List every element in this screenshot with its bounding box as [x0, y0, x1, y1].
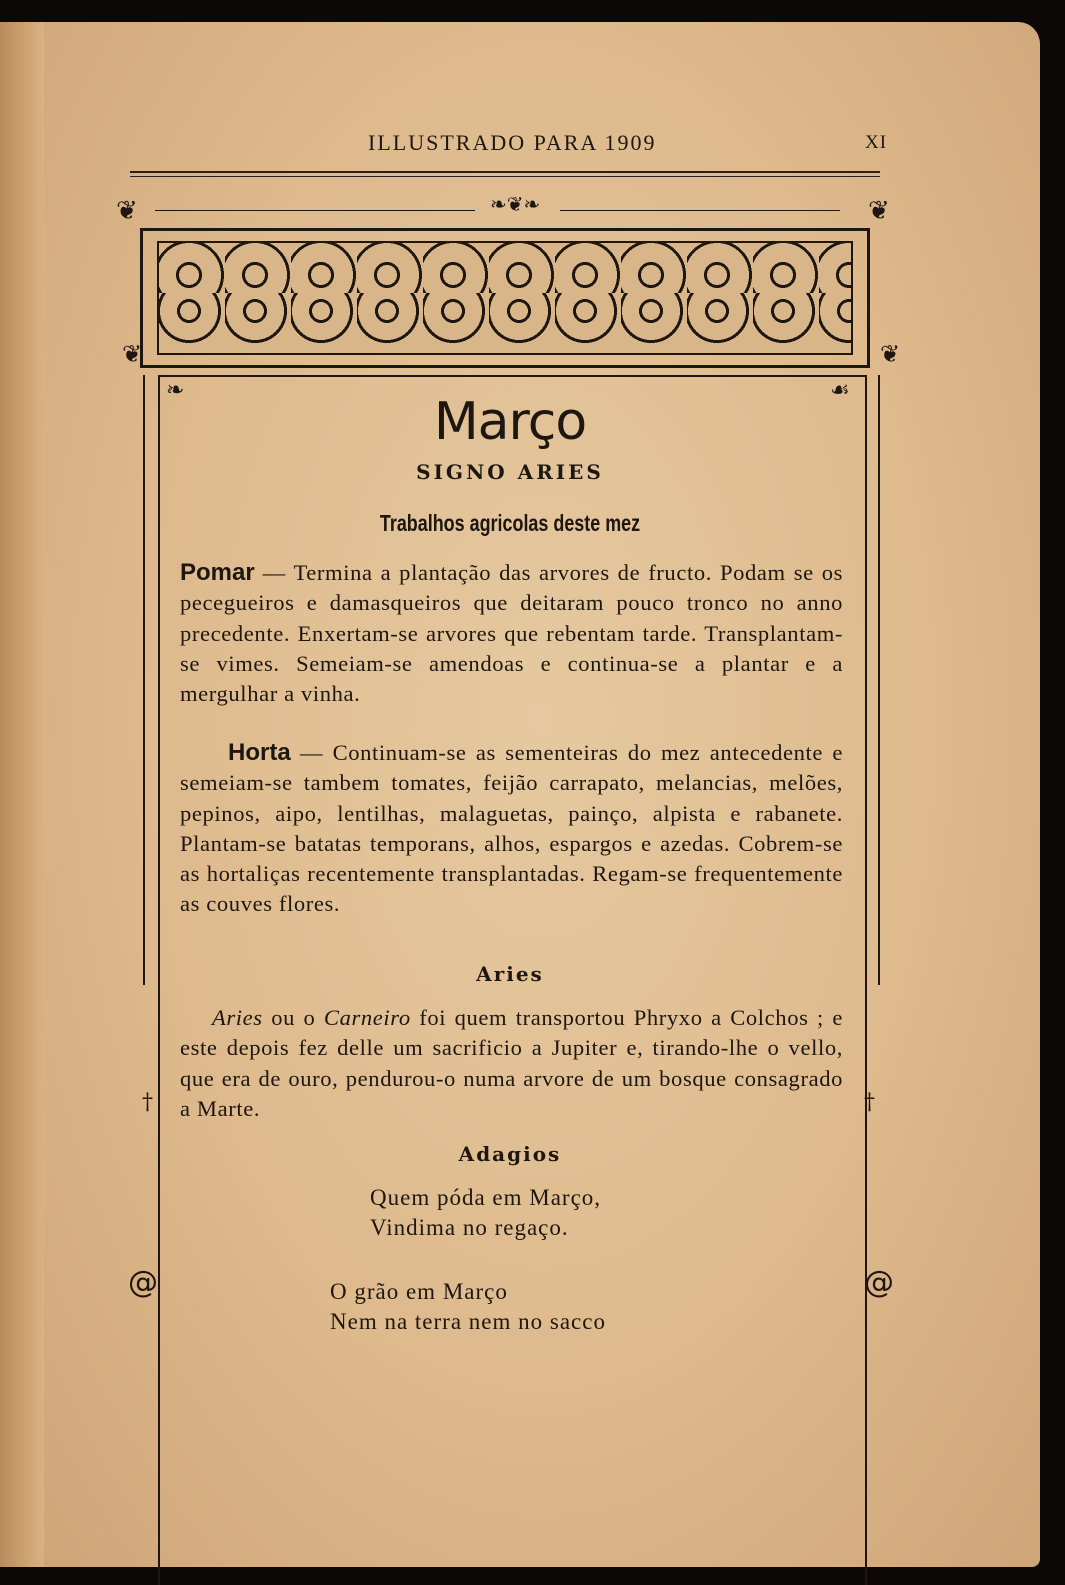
month-title: Março — [433, 392, 587, 452]
ornament-rule — [155, 210, 475, 211]
aries-mid: ou o — [262, 1005, 324, 1030]
verse-line: Quem póda em Março, — [370, 1185, 602, 1210]
spiral-ornament-icon: @ — [864, 1265, 894, 1300]
ornament-rule — [560, 210, 840, 211]
ornament-corner-icon: ❦ — [868, 196, 890, 226]
scroll-pattern — [157, 241, 853, 355]
adagios-heading: Adagios — [458, 1142, 562, 1166]
header-rule-thin — [130, 176, 880, 177]
adage-verse-2 — [330, 1277, 606, 1337]
verse-line: Vindima no regaço. — [370, 1215, 569, 1240]
zodiac-sign: SIGNO ARIES — [416, 460, 604, 484]
decorative-banner — [140, 228, 870, 368]
section-subtitle: Trabalhos agricolas deste mez — [379, 510, 641, 536]
aries-name: Aries — [212, 1005, 263, 1030]
aries-paragraph — [180, 1003, 843, 1124]
ornament-flourish-icon: ☙ — [830, 378, 850, 403]
horta-label: Horta — [228, 739, 291, 766]
horta-text: — Continuam-se as sementeiras do mez antecedente e semeiam-se tambem tomates, feijão carrapato, melancias, melões, pepinos, aipo, lentilhas, malaguetas, painço, alpista e rabanete. Plantam-se batatas temporans, alhos, espargos e azedas. Cobrem-se as hortaliças recentemente transplantadas. Regam-se frequentemente as couves flores. — [180, 740, 843, 917]
adage-verse-1 — [370, 1183, 601, 1243]
page-gutter — [0, 22, 46, 1567]
page-number: XI — [865, 132, 888, 153]
header-rule — [130, 171, 880, 173]
verse-line: O grão em Março — [330, 1279, 508, 1304]
ornament-center-icon: ❧❦❧ — [490, 192, 541, 216]
spiral-ornament-icon: @ — [128, 1265, 158, 1300]
pomar-text: — Termina a plantação das arvores de fructo. Podam se os pecegueiros e damasqueiros que deitaram pouco tronco no anno precedente. Enxertam-se arvores que rebentam tarde. Transplantam-se vimes. Semeiam-se amendoas e continua-se a plantar e a mergulhar a vinha. — [180, 560, 843, 707]
frame-spindle-icon: † — [142, 1090, 153, 1115]
pomar-paragraph — [180, 558, 843, 709]
pomar-label: Pomar — [180, 559, 255, 586]
aries-heading: Aries — [476, 962, 544, 986]
ornament-scroll-icon: ❦ — [122, 340, 143, 368]
verse-line: Nem na terra nem no sacco — [330, 1309, 606, 1334]
ornament-flourish-icon: ❧ — [166, 378, 185, 403]
running-title: ILLUSTRADO PARA 1909 — [368, 130, 657, 155]
frame-spindle-icon: † — [864, 1090, 875, 1115]
horta-paragraph — [180, 738, 843, 920]
ornament-corner-icon: ❦ — [116, 196, 138, 226]
frame-top — [160, 375, 865, 377]
aries-text: foi quem transportou Phryxo a Colchos ; e este depois fez delle um sacrificio a Jupiter e, tirando-lhe o vello, que era de ouro, pendurou-o numa arvore de um bosque consagrado a Marte. — [180, 1005, 843, 1121]
ornament-scroll-icon: ❦ — [880, 340, 901, 368]
carneiro-name: Carneiro — [323, 1005, 411, 1030]
